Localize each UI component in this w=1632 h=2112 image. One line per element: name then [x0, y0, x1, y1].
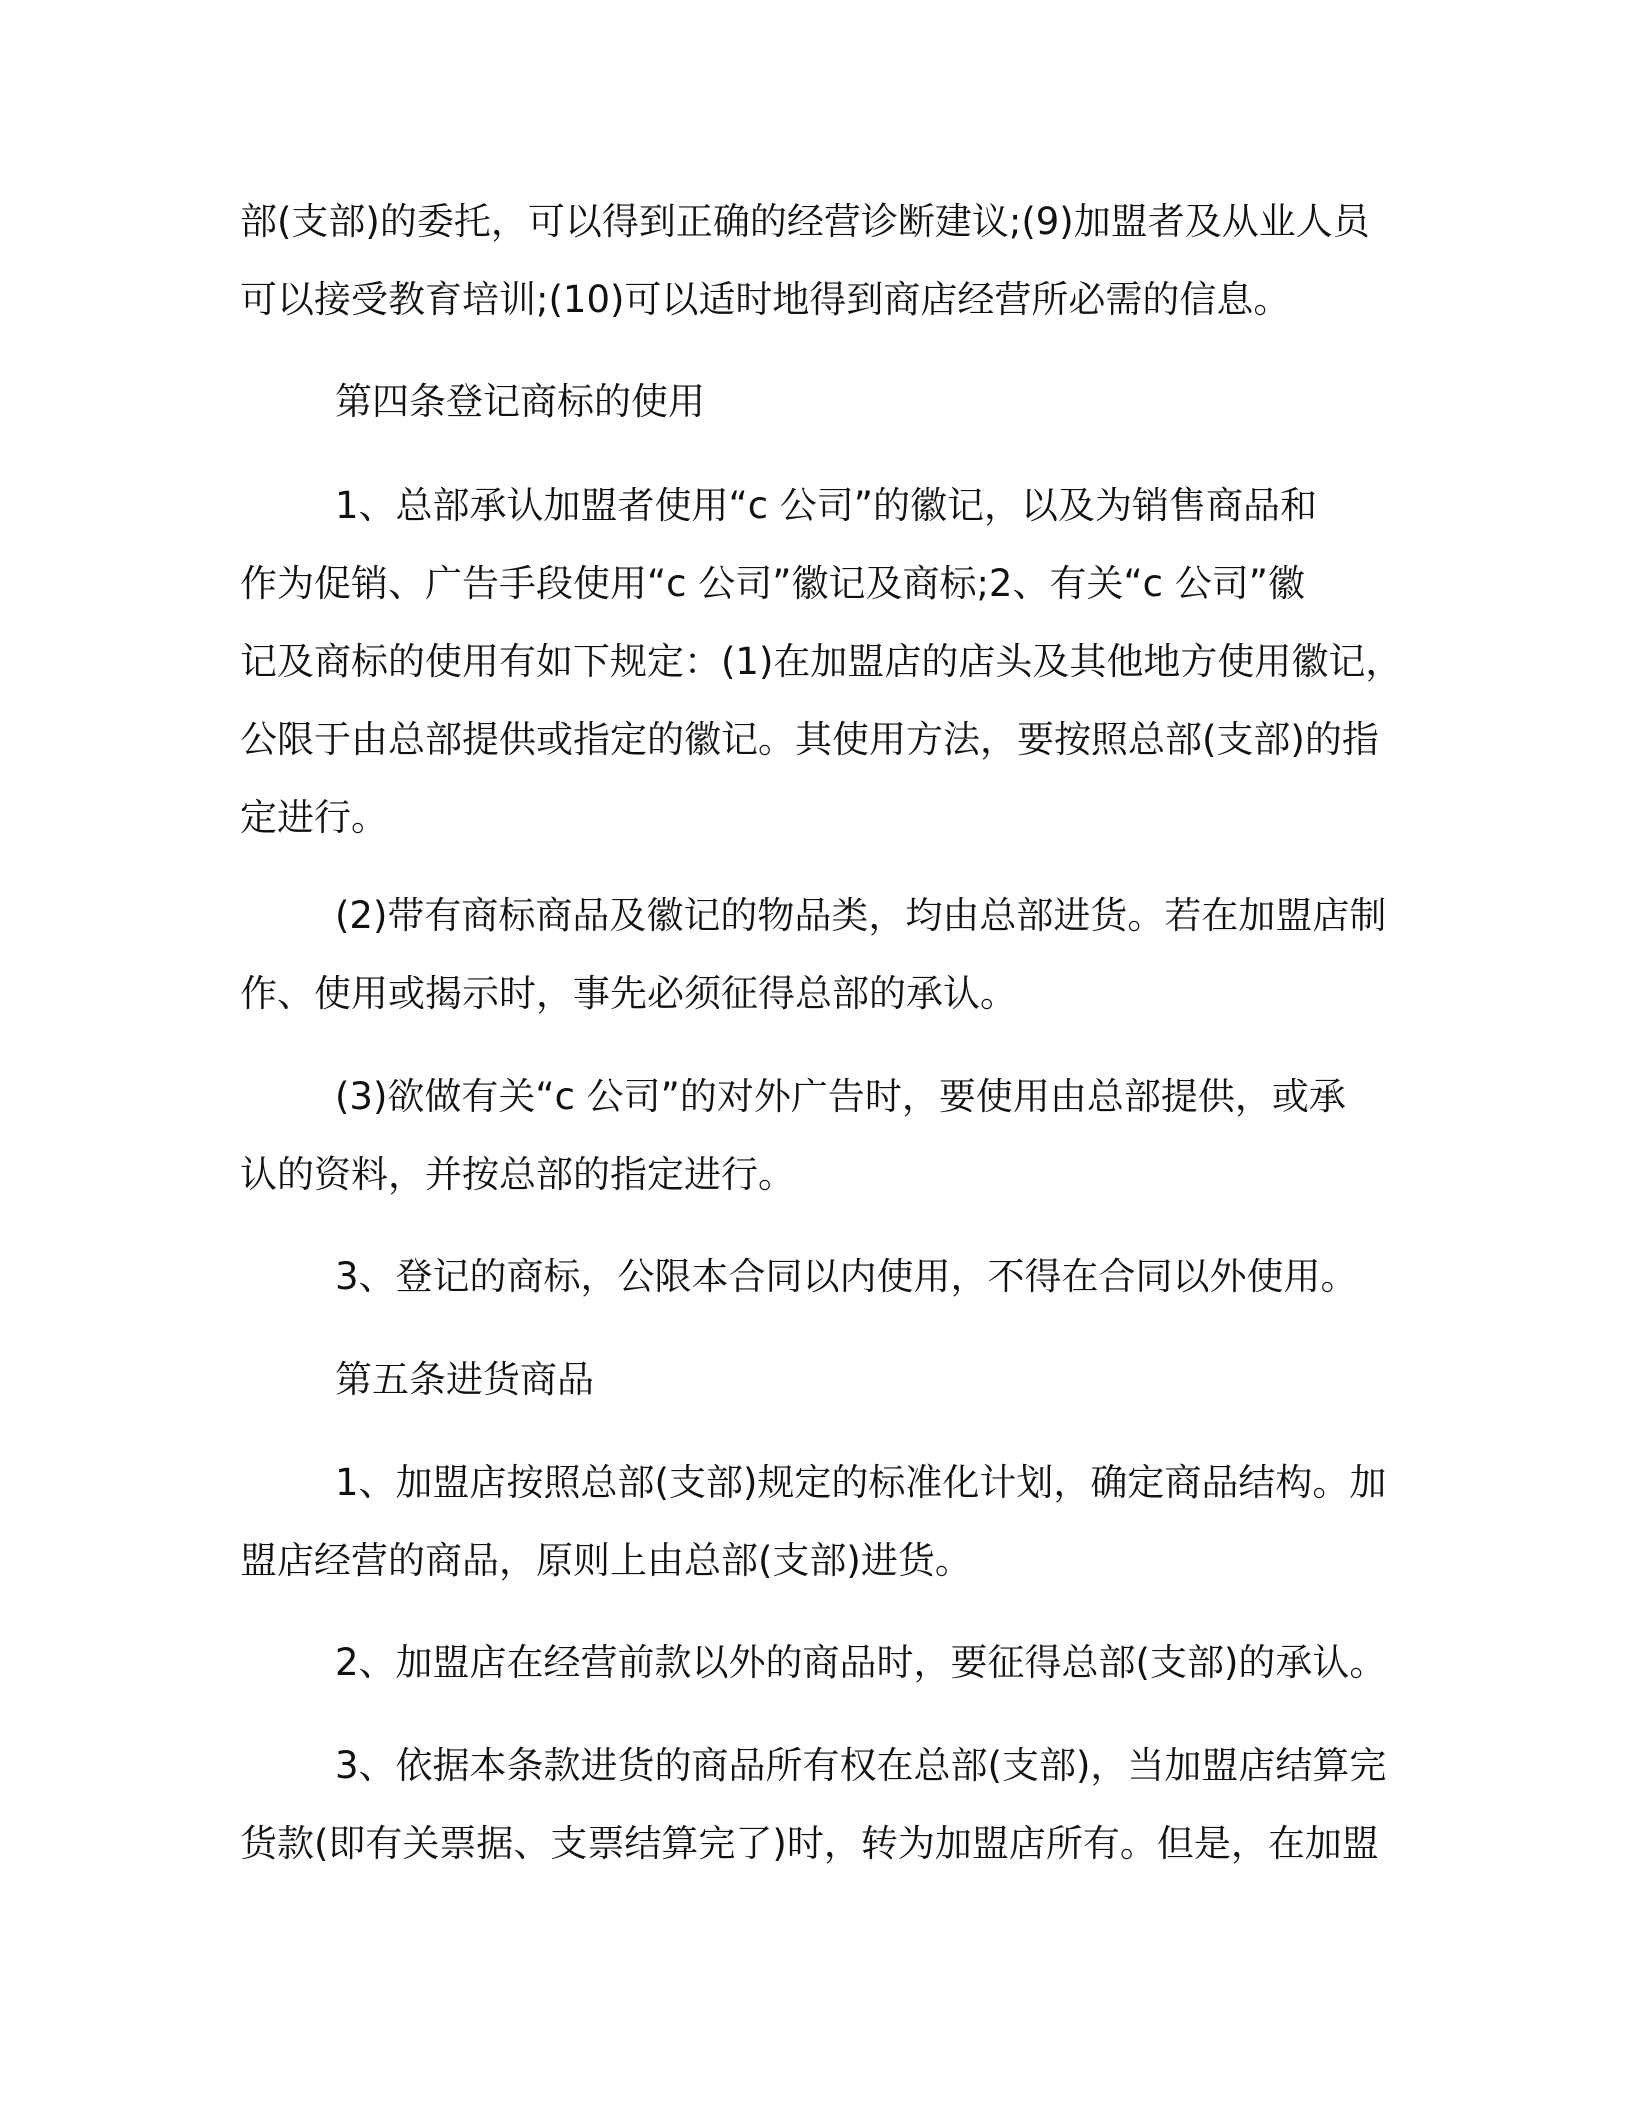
text-line: 公限于由总部提供或指定的徽记。其使用方法，要按照总部(支部)的指: [240, 718, 1379, 761]
paragraph-1: [240, 183, 1388, 339]
text-line: 1、总部承认加盟者使用“c 公司”的徽记，以及为销售商品和: [335, 484, 1317, 527]
paragraph-8: [240, 1444, 1388, 1600]
heading-text: 第五条进货商品: [335, 1358, 594, 1401]
paragraph-10: [240, 1727, 1388, 1883]
section-heading-4: [335, 363, 1483, 441]
text-line: 1、加盟店按照总部(支部)规定的标准化计划，确定商品结构。加: [335, 1461, 1387, 1504]
text-line: 部(支部)的委托，可以得到正确的经营诊断建议;(9)加盟者及从业人员: [240, 200, 1370, 243]
text-line: 作、使用或揭示时，事先必须征得总部的承认。: [240, 972, 1017, 1015]
text-line: 货款(即有关票据、支票结算完了)时，转为加盟店所有。但是，在加盟: [240, 1822, 1379, 1865]
text-line: 3、依据本条款进货的商品所有权在总部(支部)，当加盟店结算完: [335, 1744, 1387, 1787]
paragraph-4: [240, 877, 1388, 1033]
text-line: 3、登记的商标，公限本合同以内使用，不得在合同以外使用。: [335, 1255, 1358, 1298]
text-line: 盟店经营的商品，原则上由总部(支部)进货。: [240, 1539, 972, 1582]
text-line: 记及商标的使用有如下规定：(1)在加盟店的店头及其他地方使用徽记，: [240, 640, 1403, 683]
text-line: 可以接受教育培训;(10)可以适时地得到商店经营所必需的信息。: [240, 278, 1291, 321]
text-line: 作为促销、广告手段使用“c 公司”徽记及商标;2、有关“c 公司”徽: [240, 562, 1305, 605]
text-line: 2、加盟店在经营前款以外的商品时，要征得总部(支部)的承认。: [335, 1641, 1387, 1684]
paragraph-9: [335, 1624, 1483, 1702]
text-line: 定进行。: [240, 796, 388, 839]
text-line: (2)带有商标商品及徽记的物品类，均由总部进货。若在加盟店制: [335, 894, 1387, 937]
paragraph-5: [240, 1058, 1388, 1214]
text-line: (3)欲做有关“c 公司”的对外广告时，要使用由总部提供，或承: [335, 1075, 1346, 1118]
heading-text: 第四条登记商标的使用: [335, 380, 705, 423]
paragraph-3: [240, 467, 1403, 857]
section-heading-5: [335, 1341, 1483, 1419]
paragraph-6: [335, 1238, 1483, 1316]
text-line: 认的资料，并按总部的指定进行。: [240, 1153, 795, 1196]
